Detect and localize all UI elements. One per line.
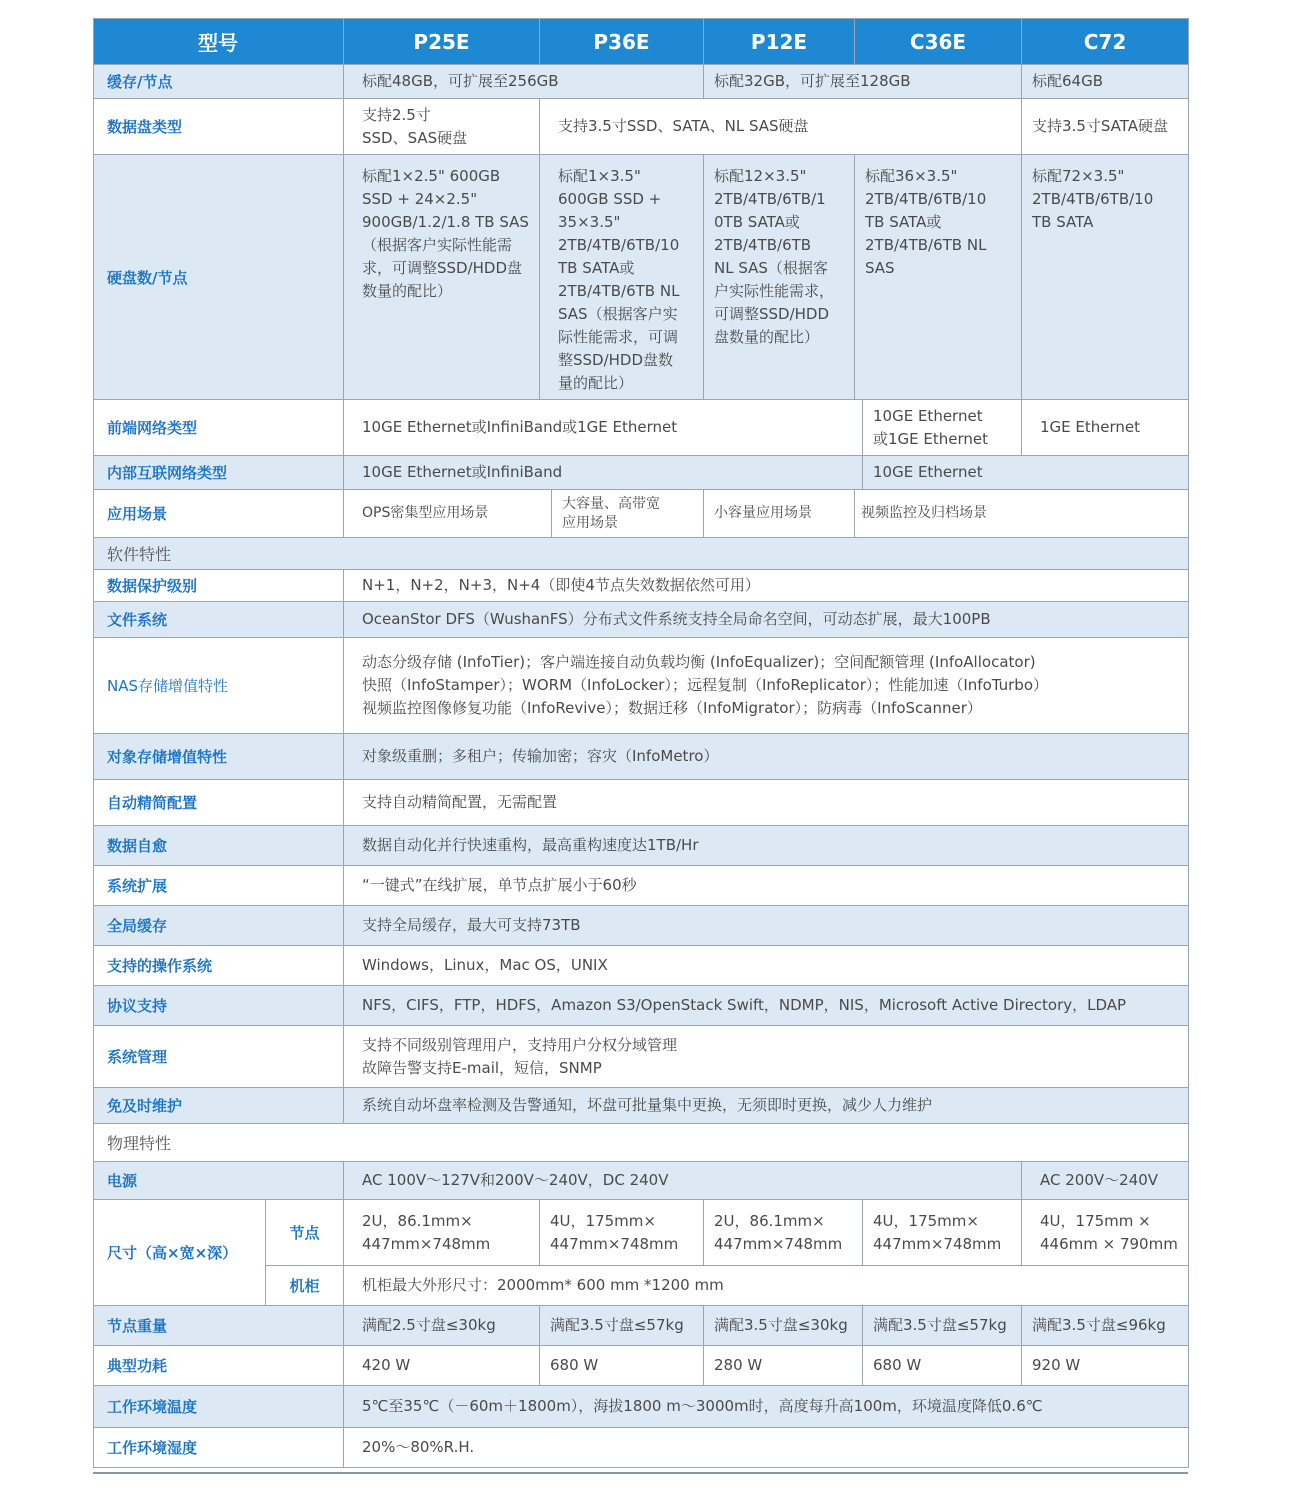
row-disk-count <box>94 155 1189 400</box>
size-node-c72: 4U，175mm × 446mm × 790mm <box>1022 1200 1189 1266</box>
label-protocol: 协议支持 <box>94 986 344 1026</box>
row-mgmt <box>94 1026 1189 1088</box>
model-c36e: C36E <box>855 19 1022 65</box>
label-disk-count: 硬盘数/节点 <box>94 155 344 400</box>
internal-net-c36-c72: 10GE Ethernet <box>863 456 1189 490</box>
model-p36e: P36E <box>540 19 704 65</box>
label-humidity: 工作环境湿度 <box>94 1428 344 1468</box>
label-scenario: 应用场景 <box>94 490 344 538</box>
model-p25e: P25E <box>344 19 540 65</box>
row-size-node <box>94 1200 1189 1266</box>
weight-c36: 满配3.5寸盘≤57kg <box>863 1306 1022 1346</box>
label-power: 电源 <box>94 1162 344 1200</box>
model-c72: C72 <box>1022 19 1189 65</box>
label-object: 对象存储增值特性 <box>94 734 344 780</box>
front-net-c36: 10GE Ethernet 或1GE Ethernet <box>863 400 1022 456</box>
power-c72: AC 200V～240V <box>1022 1162 1189 1200</box>
scenario-c36-c72: 视频监控及归档场景 <box>855 490 1189 538</box>
size-node-p36: 4U，175mm× 447mm×748mm <box>540 1200 704 1266</box>
row-software-section <box>94 538 1189 570</box>
scenario-p36: 大容量、高带宽 应用场景 <box>552 490 704 538</box>
size-cabinet-value: 机柜最大外形尺寸：2000mm* 600 mm *1200 mm <box>344 1266 1189 1306</box>
disk-count-p25: 标配1×2.5" 600GB SSD + 24×2.5" 900GB/1.2/1.8 TB SAS （根据客户实际性能需 求，可调整SSD/HDD盘 数量的配比） <box>344 155 540 400</box>
power-use-p12: 280 W <box>704 1346 863 1386</box>
row-thin <box>94 780 1189 826</box>
internal-net-p25-p12: 10GE Ethernet或InfiniBand <box>344 456 863 490</box>
model-p12e: P12E <box>704 19 855 65</box>
disk-count-c72: 标配72×3.5" 2TB/4TB/6TB/10 TB SATA <box>1022 155 1189 400</box>
disk-type-c72: 支持3.5寸SATA硬盘 <box>1022 99 1189 155</box>
label-temp: 工作环境温度 <box>94 1386 344 1428</box>
thin-value: 支持自动精简配置，无需配置 <box>344 780 1189 826</box>
row-temp <box>94 1386 1189 1428</box>
model-header-label: 型号 <box>94 19 344 65</box>
protocol-value: NFS，CIFS，FTP，HDFS，Amazon S3/OpenStack Swift，NDMP，NIS，Microsoft Active Directory，LDAP <box>344 986 1189 1026</box>
disk-count-p36: 标配1×3.5" 600GB SSD + 35×3.5" 2TB/4TB/6TB/10 TB SATA或 2TB/4TB/6TB NL SAS（根据客户实 际性能需求，可调 整SSD/HDD盘数 量的配比） <box>540 155 704 400</box>
disk-type-p25: 支持2.5寸 SSD、SAS硬盘 <box>344 99 540 155</box>
weight-p36: 满配3.5寸盘≤57kg <box>540 1306 704 1346</box>
spec-sheet <box>93 18 1188 1468</box>
label-expand: 系统扩展 <box>94 866 344 906</box>
scenario-p12: 小容量应用场景 <box>704 490 855 538</box>
label-filesystem: 文件系统 <box>94 602 344 638</box>
label-size: 尺寸（高×宽×深） <box>94 1200 266 1306</box>
disk-count-c36: 标配36×3.5" 2TB/4TB/6TB/10 TB SATA或 2TB/4TB/6TB NL SAS <box>855 155 1022 400</box>
expand-value: “一键式”在线扩展，单节点扩展小于60秒 <box>344 866 1189 906</box>
global-cache-value: 支持全局缓存，最大可支持73TB <box>344 906 1189 946</box>
row-humidity <box>94 1428 1189 1468</box>
label-size-cabinet: 机柜 <box>266 1266 344 1306</box>
label-nas: NAS存储增值特性 <box>94 638 344 734</box>
mgmt-value: 支持不同级别管理用户，支持用户分权分域管理 故障告警支持E-mail，短信，SNMP <box>344 1026 1189 1088</box>
label-global-cache: 全局缓存 <box>94 906 344 946</box>
label-size-node: 节点 <box>266 1200 344 1266</box>
row-disk-type <box>94 99 1189 155</box>
label-cache: 缓存/节点 <box>94 65 344 99</box>
front-net-c72: 1GE Ethernet <box>1022 400 1189 456</box>
section-physical: 物理特性 <box>94 1124 1189 1162</box>
os-value: Windows，Linux，Mac OS，UNIX <box>344 946 1189 986</box>
row-filesystem <box>94 602 1189 638</box>
spec-table <box>93 18 1189 1468</box>
label-protection: 数据保护级别 <box>94 570 344 602</box>
size-node-c36: 4U，175mm× 447mm×748mm <box>863 1200 1022 1266</box>
section-software: 软件特性 <box>94 538 1189 570</box>
weight-c72: 满配3.5寸盘≤96kg <box>1022 1306 1189 1346</box>
humidity-value: 20%～80%R.H. <box>344 1428 1189 1468</box>
row-object <box>94 734 1189 780</box>
weight-p12: 满配3.5寸盘≤30kg <box>704 1306 863 1346</box>
row-front-net <box>94 400 1189 456</box>
power-p25-c36: AC 100V～127V和200V～240V，DC 240V <box>344 1162 1022 1200</box>
row-physical-section <box>94 1124 1189 1162</box>
power-use-c72: 920 W <box>1022 1346 1189 1386</box>
row-internal-net <box>94 456 1189 490</box>
weight-p25: 满配2.5寸盘≤30kg <box>344 1306 540 1346</box>
disk-type-p36-c36: 支持3.5寸SSD、SATA、NL SAS硬盘 <box>540 99 1022 155</box>
size-node-p25: 2U，86.1mm× 447mm×748mm <box>344 1200 540 1266</box>
bottom-rule <box>93 1472 1188 1474</box>
maint-value: 系统自动坏盘率检测及告警通知，坏盘可批量集中更换，无须即时更换，减少人力维护 <box>344 1088 1189 1124</box>
power-use-p36: 680 W <box>540 1346 704 1386</box>
label-selfheal: 数据自愈 <box>94 826 344 866</box>
header-row <box>94 19 1189 65</box>
label-os: 支持的操作系统 <box>94 946 344 986</box>
object-value: 对象级重删；多租户；传输加密；容灾（InfoMetro） <box>344 734 1189 780</box>
label-mgmt: 系统管理 <box>94 1026 344 1088</box>
row-protection <box>94 570 1189 602</box>
power-use-p25: 420 W <box>344 1346 540 1386</box>
label-thin: 自动精简配置 <box>94 780 344 826</box>
selfheal-value: 数据自动化并行快速重构，最高重构速度达1TB/Hr <box>344 826 1189 866</box>
power-use-c36: 680 W <box>863 1346 1022 1386</box>
row-protocol <box>94 986 1189 1026</box>
temp-value: 5℃至35℃（－60m＋1800m），海拔1800 m～3000m时，高度每升高100m，环境温度降低0.6℃ <box>344 1386 1189 1428</box>
row-power-use <box>94 1346 1189 1386</box>
label-maint: 免及时维护 <box>94 1088 344 1124</box>
row-power <box>94 1162 1189 1200</box>
row-nas <box>94 638 1189 734</box>
row-weight <box>94 1306 1189 1346</box>
label-front-net: 前端网络类型 <box>94 400 344 456</box>
label-internal-net: 内部互联网络类型 <box>94 456 344 490</box>
label-power-use: 典型功耗 <box>94 1346 344 1386</box>
scenario-p25: OPS密集型应用场景 <box>344 490 552 538</box>
cache-p25-p36: 标配48GB，可扩展至256GB <box>344 65 704 99</box>
cache-p12-c36: 标配32GB，可扩展至128GB <box>704 65 1022 99</box>
label-disk-type: 数据盘类型 <box>94 99 344 155</box>
front-net-p25-p12: 10GE Ethernet或InfiniBand或1GE Ethernet <box>344 400 863 456</box>
nas-value: 动态分级存储 (InfoTier)；客户端连接自动负载均衡 (InfoEqualizer)；空间配额管理 (InfoAllocator) 快照（InfoStamper）；WORM（InfoLocker）；远程复制（InfoReplicator）；性能加速（InfoTurbo） 视频监控图像修复功能（InfoRevive）；数据迁移（InfoMigrator）；防病毒（InfoScanner） <box>344 638 1189 734</box>
row-maint <box>94 1088 1189 1124</box>
size-node-p12: 2U，86.1mm× 447mm×748mm <box>704 1200 863 1266</box>
row-cache <box>94 65 1189 99</box>
row-expand <box>94 866 1189 906</box>
label-weight: 节点重量 <box>94 1306 344 1346</box>
row-scenario <box>94 490 1189 538</box>
row-selfheal <box>94 826 1189 866</box>
disk-count-p12: 标配12×3.5" 2TB/4TB/6TB/1 0TB SATA或 2TB/4TB/6TB NL SAS（根据客 户实际性能需求， 可调整SSD/HDD 盘数量的配比） <box>704 155 855 400</box>
row-os <box>94 946 1189 986</box>
protection-value: N+1，N+2，N+3，N+4（即使4节点失效数据依然可用） <box>344 570 1189 602</box>
row-global-cache <box>94 906 1189 946</box>
cache-c72: 标配64GB <box>1022 65 1189 99</box>
filesystem-value: OceanStor DFS（WushanFS）分布式文件系统支持全局命名空间，可动态扩展，最大100PB <box>344 602 1189 638</box>
